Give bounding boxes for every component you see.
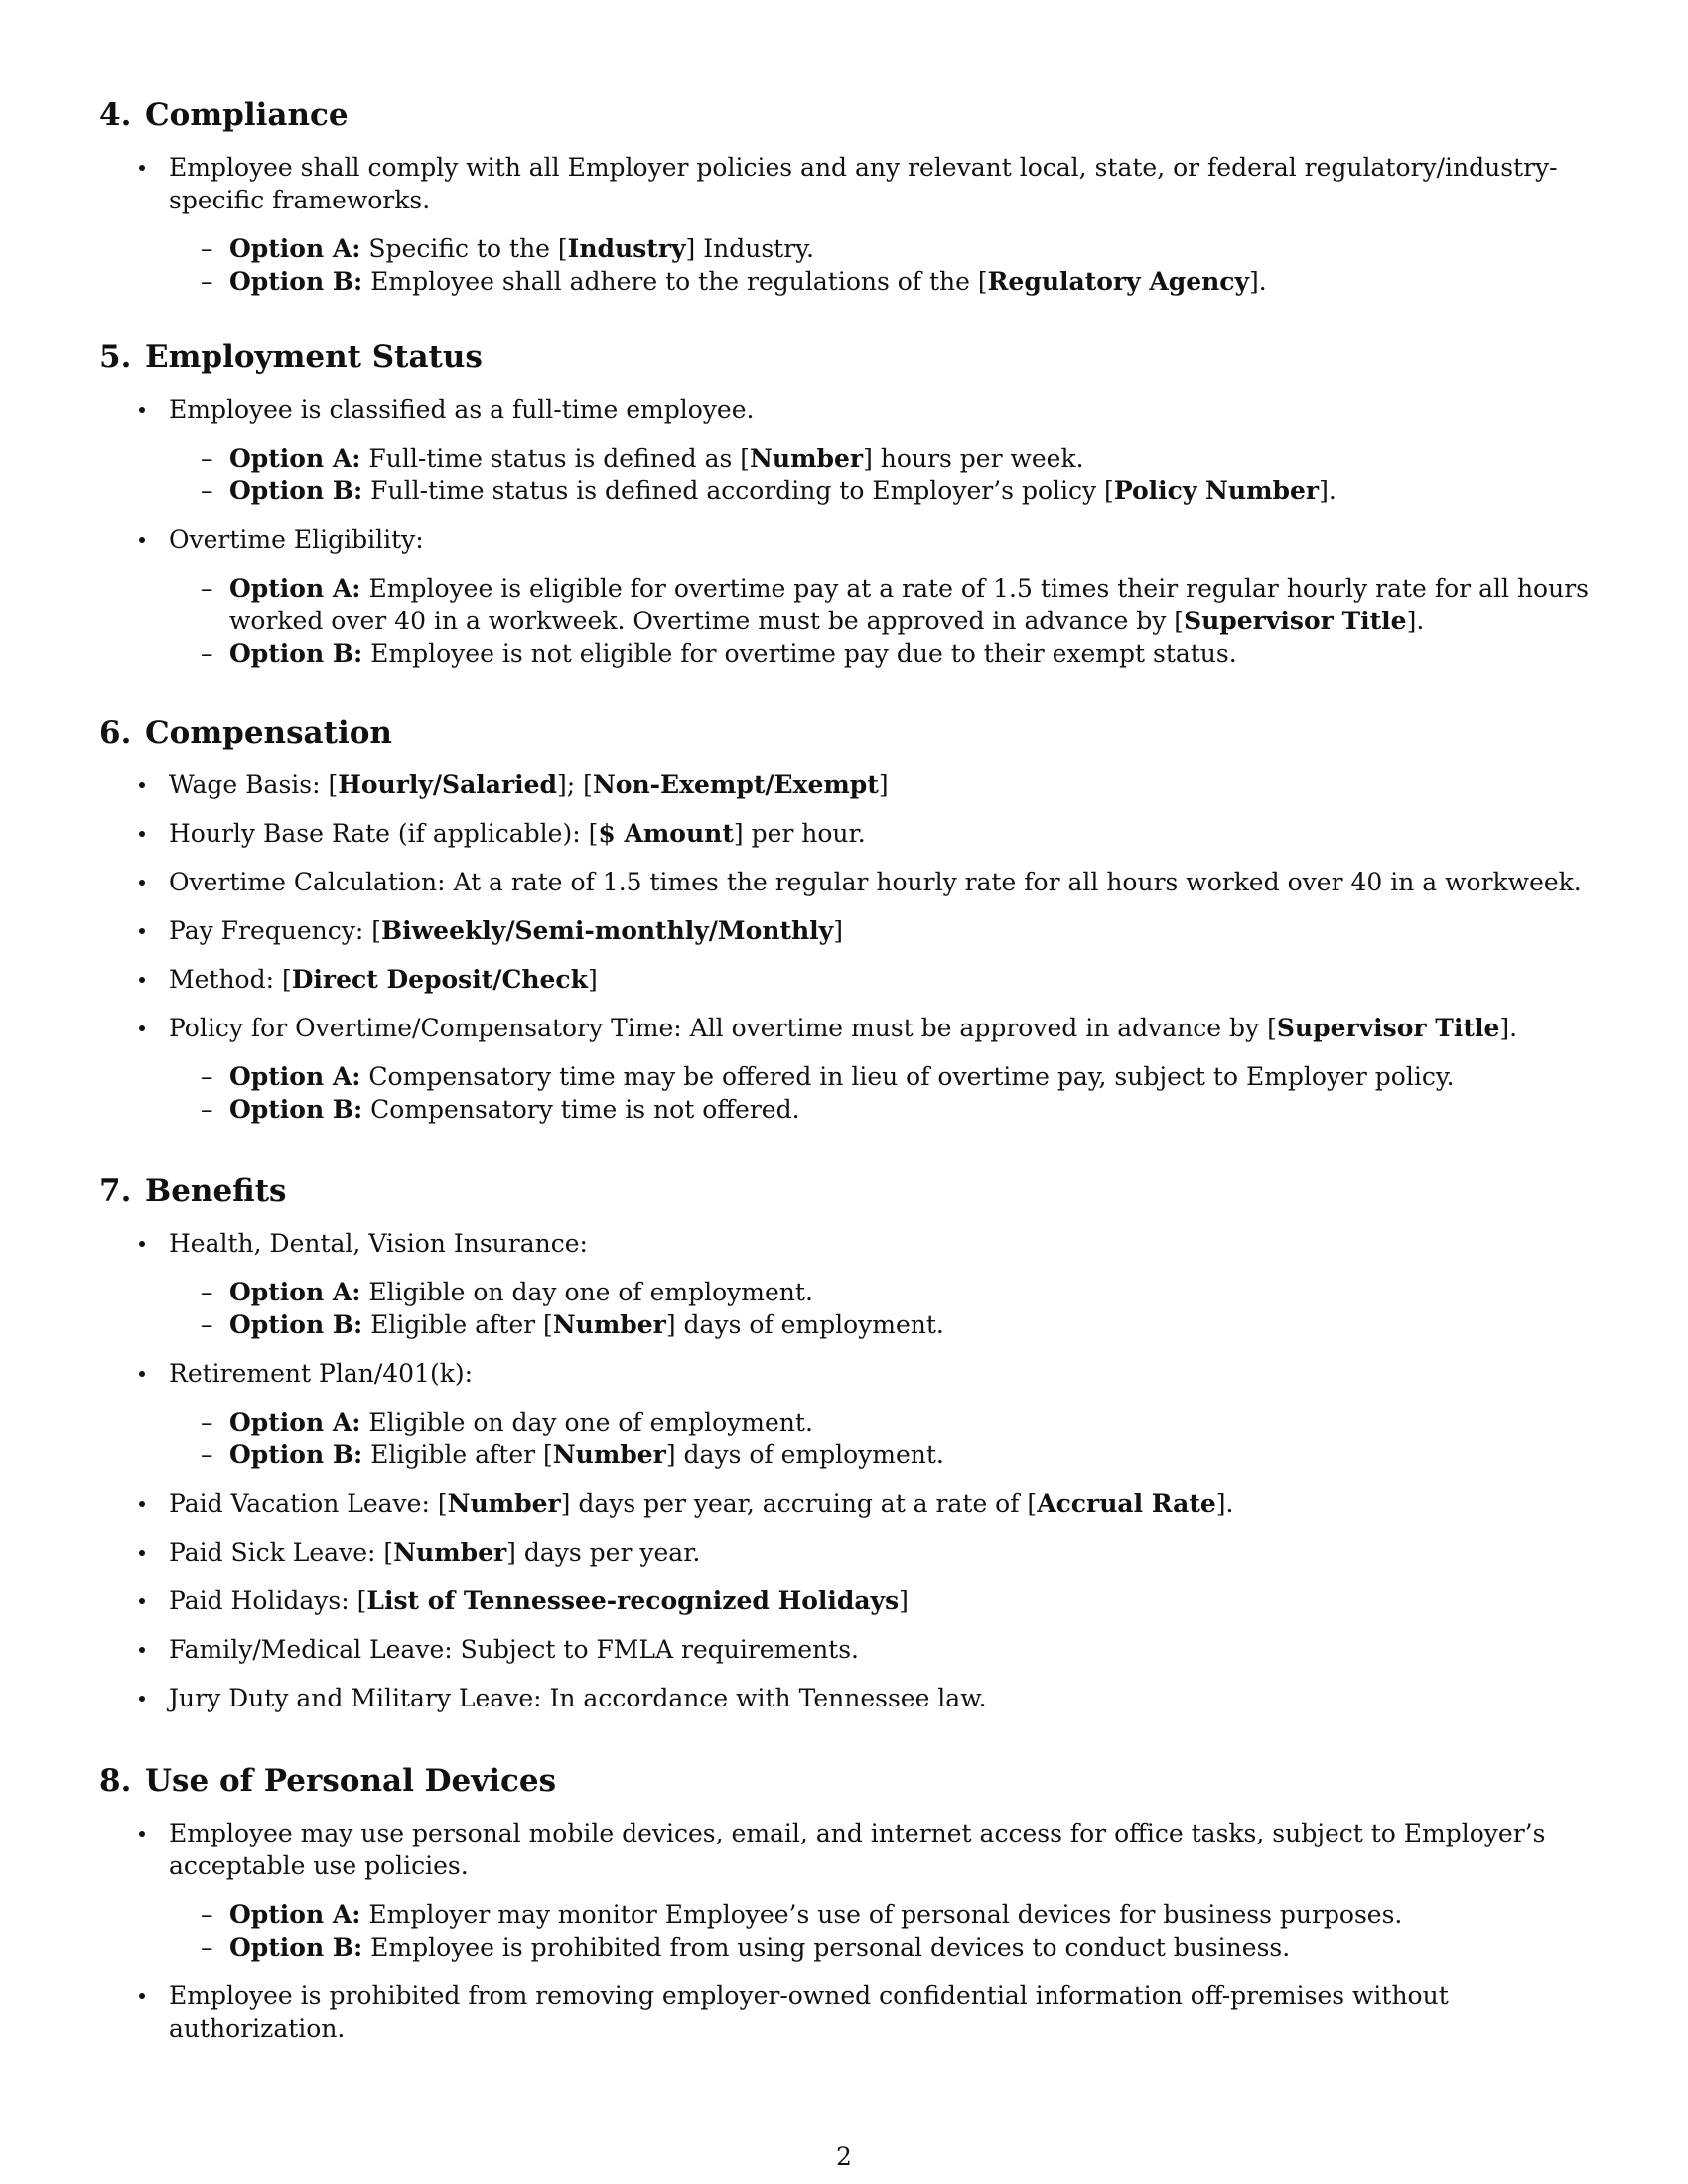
list-item: Overtime Eligibility: – Option A: Employee is eligible for overtime pay at a rate of 1.5 times their regular hourly rate for all hours worked over 40 in a workweek. Overtime must be approved in advance by [Supervisor Title]. – Option B: Employee is not eligible for overtime pay due to their exempt status. xyxy=(99,523,1589,670)
option-item: – Option B: Compensatory time is not offered. xyxy=(169,1093,1589,1126)
section-personal-devices xyxy=(99,1761,1589,2045)
option-item: – Option A: Employer may monitor Employee’s use of personal devices for business purposes. xyxy=(169,1898,1589,1931)
section-employment-status xyxy=(99,338,1589,670)
option-item: – Option B: Employee shall adhere to the regulations of the [Regulatory Agency]. xyxy=(169,265,1589,298)
list-item: Policy for Overtime/Compensatory Time: All overtime must be approved in advance by [Supervisor Title]. – Option A: Compensatory time may be offered in lieu of overtime pay, subject to Employer policy. – Option B: Compensatory time is not offered. xyxy=(99,1012,1589,1126)
option-item: – Option B: Eligible after [Number] days of employment. xyxy=(169,1308,1589,1341)
section-compliance xyxy=(99,95,1589,298)
section-heading: 4. Compliance xyxy=(99,97,349,133)
option-item: – Option B: Eligible after [Number] days of employment. xyxy=(169,1438,1589,1471)
list-item: Employee shall comply with all Employer policies and any relevant local, state, or federal regulatory/industry-specific frameworks. – Option A: Specific to the [Industry] Industry. – Option B: Employee shall adhere to the regulations of the [Regulatory Agency]. xyxy=(99,151,1589,298)
option-item: – Option B: Full-time status is defined according to Employer’s policy [Policy Number]. xyxy=(169,475,1589,507)
page-number: 2 xyxy=(836,2142,852,2171)
list-item: Paid Sick Leave: [Number] days per year. xyxy=(99,1536,1589,1569)
section-heading: 6. Compensation xyxy=(99,715,392,751)
list-item: Retirement Plan/401(k): – Option A: Eligible on day one of employment. – Option B: Eligible after [Number] days of employment. xyxy=(99,1357,1589,1471)
option-item: – Option A: Employee is eligible for overtime pay at a rate of 1.5 times their regular hourly rate for all hours worked over 40 in a workweek. Overtime must be approved in advance by [Supervisor Title]. xyxy=(169,572,1589,637)
section-heading: 5. Employment Status xyxy=(99,340,483,375)
section-heading: 8. Use of Personal Devices xyxy=(99,1763,557,1799)
list-item: Hourly Base Rate (if applicable): [$ Amount] per hour. xyxy=(99,817,1589,850)
list-item: Family/Medical Leave: Subject to FMLA requirements. xyxy=(99,1633,1589,1666)
list-item: Pay Frequency: [Biweekly/Semi-monthly/Monthly] xyxy=(99,914,1589,947)
list-item: Wage Basis: [Hourly/Salaried]; [Non-Exempt/Exempt] xyxy=(99,768,1589,801)
list-item: Employee is classified as a full-time employee. – Option A: Full-time status is defined as [Number] hours per week. – Option B: Full-time status is defined according to Employer’s policy [Policy Number]. xyxy=(99,393,1589,507)
option-item: – Option A: Compensatory time may be offered in lieu of overtime pay, subject to Employer policy. xyxy=(169,1060,1589,1093)
list-item: Paid Holidays: [List of Tennessee-recognized Holidays] xyxy=(99,1584,1589,1617)
list-item: Employee is prohibited from removing employer-owned confidential information off-premises without authorization. xyxy=(99,1979,1589,2045)
option-item: – Option B: Employee is not eligible for overtime pay due to their exempt status. xyxy=(169,637,1589,670)
option-item: – Option A: Eligible on day one of employment. xyxy=(169,1276,1589,1308)
section-benefits xyxy=(99,1171,1589,1714)
list-item: Overtime Calculation: At a rate of 1.5 times the regular hourly rate for all hours worked over 40 in a workweek. xyxy=(99,866,1589,898)
list-item: Method: [Direct Deposit/Check] xyxy=(99,963,1589,996)
list-item: Jury Duty and Military Leave: In accordance with Tennessee law. xyxy=(99,1682,1589,1714)
option-item: – Option A: Eligible on day one of employment. xyxy=(169,1406,1589,1438)
list-item: Employee may use personal mobile devices, email, and internet access for office tasks, subject to Employer’s acceptable use policies. – Option A: Employer may monitor Employee’s use of personal devices for business purposes. – Option B: Employee is prohibited from using personal devices to conduct business. xyxy=(99,1817,1589,1964)
section-heading: 7. Benefits xyxy=(99,1173,287,1209)
list-item: Health, Dental, Vision Insurance: – Option A: Eligible on day one of employment. – Option B: Eligible after [Number] days of employment. xyxy=(99,1227,1589,1341)
option-item: – Option A: Full-time status is defined as [Number] hours per week. xyxy=(169,442,1589,475)
option-item: – Option A: Specific to the [Industry] Industry. xyxy=(169,232,1589,265)
list-item: Paid Vacation Leave: [Number] days per year, accruing at a rate of [Accrual Rate]. xyxy=(99,1487,1589,1520)
option-item: – Option B: Employee is prohibited from using personal devices to conduct business. xyxy=(169,1931,1589,1964)
section-compensation xyxy=(99,713,1589,1126)
